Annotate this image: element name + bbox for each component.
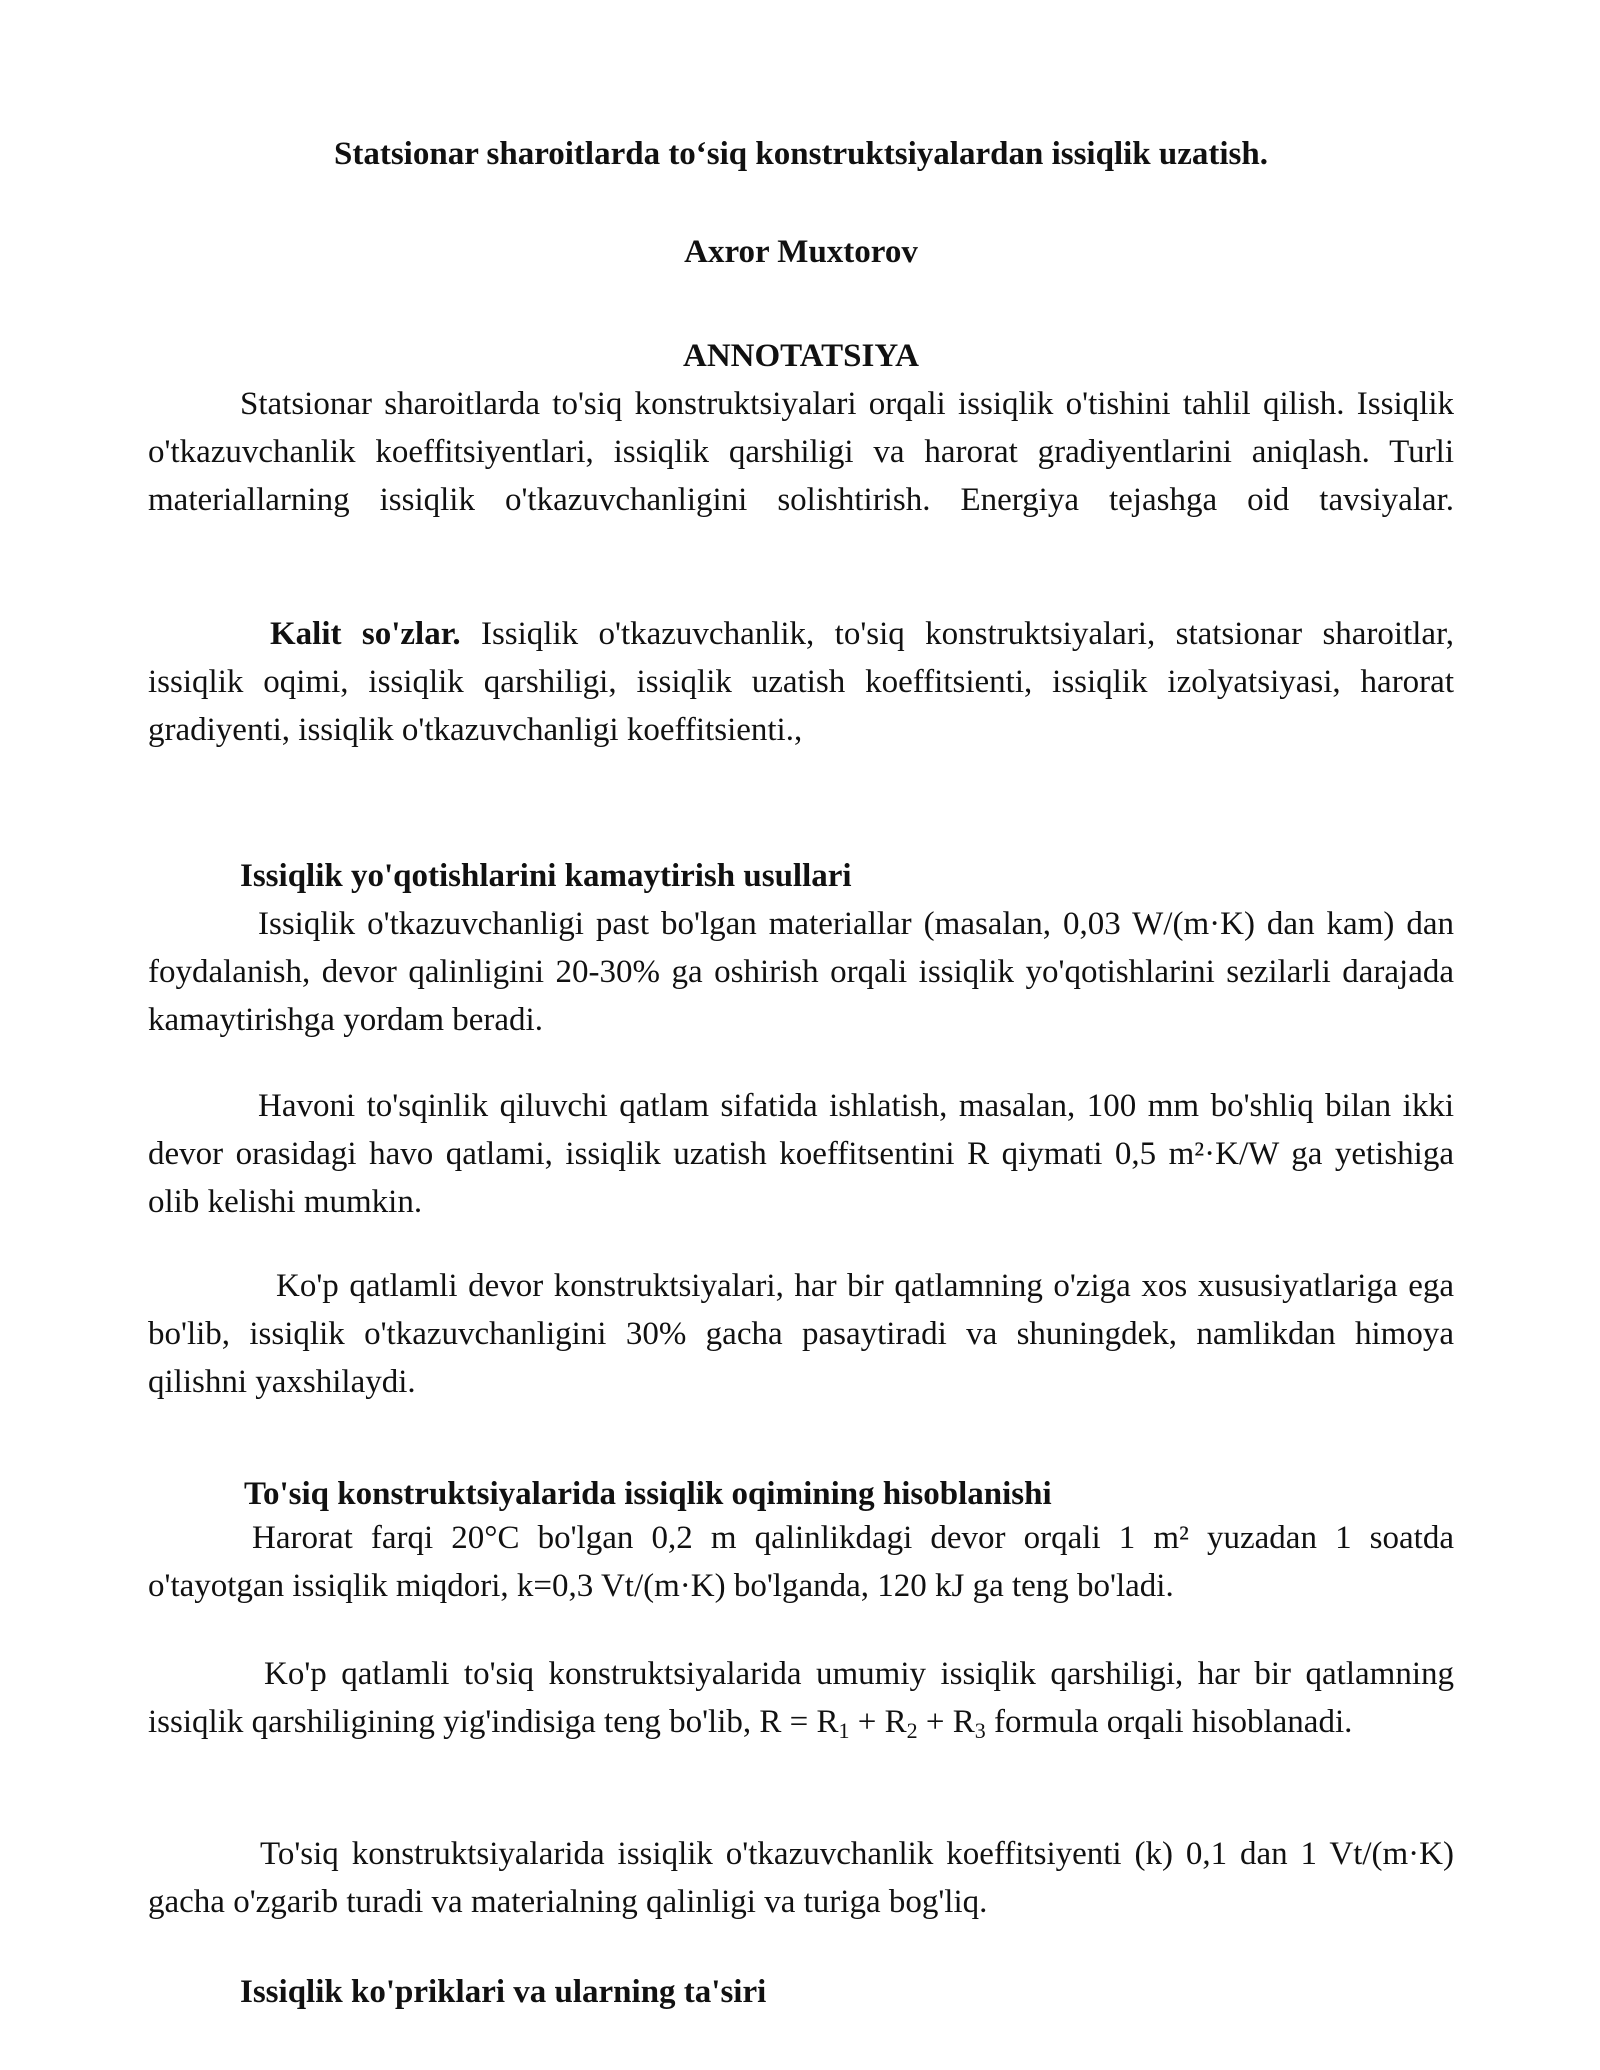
section-heading-thermal-bridges: Issiqlik ko'priklari va ularning ta'siri	[240, 1974, 767, 2010]
paragraph: Havoni to'sqinlik qiluvchi qatlam sifatida ishlatish, masalan, 100 mm bo'shliq bilan ikki devor orasidagi havo qatlami, issiqlik uzatish koeffitsentini R qiymati 0,5 m²·K/W ga yetishiga olib kelishi mumkin.	[148, 1088, 1454, 1220]
section-heading-heat-flow-calculation: To'siq konstruktsiyalarida issiqlik oqimining hisoblanishi	[244, 1476, 1052, 1512]
subscript: 3	[974, 1718, 986, 1743]
keywords-text: Issiqlik o'tkazuvchanlik, to'siq konstruktsiyalari, statsionar sharoitlar, issiqlik oqimi, issiqlik qarshiligi, issiqlik uzatish koeffitsienti, issiqlik izolyatsiyasi, harorat gradiyenti, issiqlik o'tkazuvchanligi koeffitsienti.,	[148, 616, 1454, 748]
keywords-label: Kalit so'zlar.	[270, 616, 461, 652]
paragraph: Ko'p qatlamli devor konstruktsiyalari, har bir qatlamning o'ziga xos xususiyatlariga ega bo'lib, issiqlik o'tkazuvchanligini 30% gacha pasaytiradi va shuningdek, namlikdan himoya qilishni yaxshilaydi.	[148, 1268, 1454, 1400]
subscript: 1	[838, 1718, 850, 1743]
paper-title: Statsionar sharoitlarda to‘siq konstruktsiyalardan issiqlik uzatish.	[334, 136, 1268, 172]
keywords-paragraph	[148, 610, 1454, 754]
paragraph: Harorat farqi 20°C bo'lgan 0,2 m qalinlikdagi devor orqali 1 m² yuzadan 1 soatda o'tayotgan issiqlik miqdori, k=0,3 Vt/(m·K) bo'lganda, 120 kJ ga teng bo'ladi.	[148, 1520, 1454, 1604]
abstract-text: Statsionar sharoitlarda to'siq konstruktsiyalari orqali issiqlik o'tishini tahlil qilish. Issiqlik o'tkazuvchanlik koeffitsiyentlari, issiqlik qarshiligi va harorat gradiyentlarini aniqlash. Turli materiallarning issiqlik o'tkazuvchanligini solishtirish. Energiya tejashga oid tavsiyalar.	[148, 386, 1454, 518]
paragraph-formula: Ko'p qatlamli to'siq konstruktsiyalarida umumiy issiqlik qarshiligi, har bir qatlamning issiqlik qarshiligining yig'indisiga teng bo'lib, $R = R_1 + R_2 + R_3$ formula orqali hisoblanadi.	[148, 1656, 1454, 1743]
section-heading-heat-loss-reduction: Issiqlik yo'qotishlarini kamaytirish usullari	[240, 858, 852, 894]
paragraph: Issiqlik o'tkazuvchanligi past bo'lgan materiallar (masalan, 0,03 W/(m·K) dan kam) dan foydalanish, devor qalinligini 20-30% ga oshirish orqali issiqlik yo'qotishlarini sezilarli darajada kamaytirishga yordam beradi.	[148, 906, 1454, 1038]
subscript: 2	[906, 1718, 918, 1743]
author-name: Axror Muxtorov	[684, 234, 918, 270]
paragraph: To'siq konstruktsiyalarida issiqlik o'tkazuvchanlik koeffitsiyenti (k) 0,1 dan 1 Vt/(m·K) gacha o'zgarib turadi va materialning qalinligi va turiga bog'liq.	[148, 1836, 1454, 1920]
abstract-heading: ANNOTATSIYA	[683, 338, 919, 374]
